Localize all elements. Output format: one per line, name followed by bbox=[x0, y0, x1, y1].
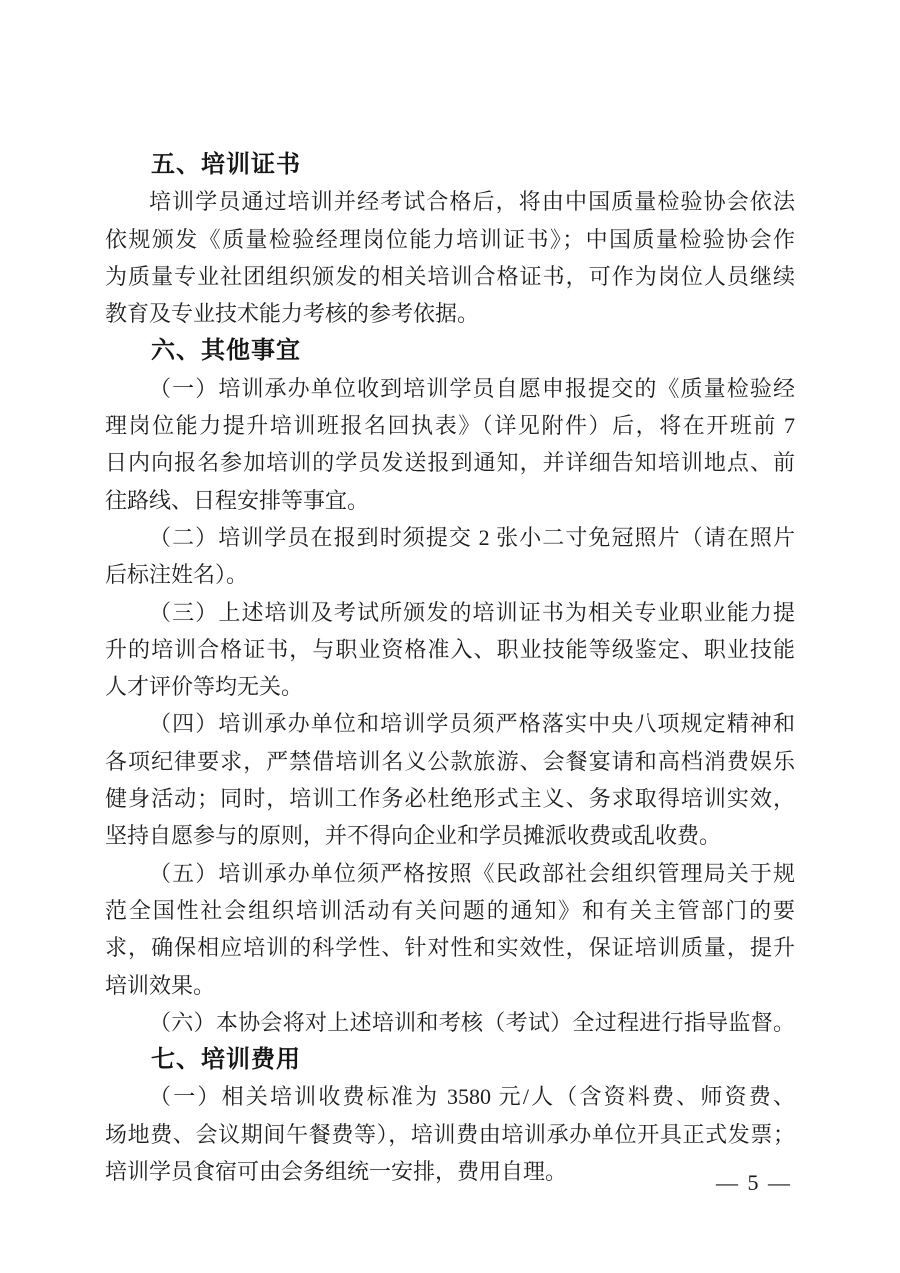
text-line: （五）培训承办单位须严格按照《民政部社会组织管理局关于规 bbox=[149, 860, 795, 886]
text-line: （三）上述培训及考试所颁发的培训证书为相关专业职业能力提 bbox=[149, 599, 795, 625]
text-line: （四）培训承办单位和培训学员须严格落实中央八项规定精神和 bbox=[149, 711, 795, 737]
text-line: 健身活动；同时，培训工作务必杜绝形式主义、务求取得培训实效， bbox=[105, 786, 795, 812]
text-line: （二）培训学员在报到时须提交 2 张小二寸免冠照片（请在照片 bbox=[149, 524, 795, 550]
text-line: 升的培训合格证书，与职业资格准入、职业技能等级鉴定、职业技能 bbox=[105, 636, 795, 662]
text-line: （一）相关培训收费标准为 3580 元/人（含资料费、师资费、 bbox=[149, 1084, 795, 1110]
section-heading-5: 五、培训证书 bbox=[151, 151, 301, 178]
page-number: — 5 — bbox=[716, 1170, 792, 1195]
text-line: 范全国性社会组织培训活动有关问题的通知》和有关主管部门的要 bbox=[105, 897, 795, 923]
text-line: 培训学员通过培训并经考试合格后，将由中国质量检验协会依法 bbox=[149, 189, 795, 215]
text-line: 培训学员食宿可由会务组统一安排，费用自理。 bbox=[105, 1159, 568, 1185]
text-line: 日内向报名参加培训的学员发送报到通知，并详细告知培训地点、前 bbox=[105, 450, 795, 476]
text-line: 场地费、会议期间午餐费等），培训费由培训承办单位开具正式发票； bbox=[105, 1121, 795, 1147]
text-line: 理岗位能力提升培训班报名回执表》（详见附件）后，将在开班前 7 bbox=[105, 413, 795, 439]
text-line: （一）培训承办单位收到培训学员自愿申报提交的《质量检验经 bbox=[149, 375, 795, 401]
text-line: 后标注姓名）。 bbox=[105, 562, 249, 588]
section-heading-7: 七、培训费用 bbox=[151, 1046, 301, 1074]
document-page-body bbox=[105, 146, 795, 1190]
text-line: 为质量专业社团组织颁发的相关培训合格证书，可作为岗位人员继续 bbox=[105, 263, 795, 289]
section-heading-6: 六、其他事宜 bbox=[151, 337, 301, 365]
text-line: 教育及专业技术能力考核的参考依据。 bbox=[105, 301, 480, 327]
text-line: 坚持自愿参与的原则，并不得向企业和学员摊派收费或乱收费。 bbox=[105, 823, 722, 849]
text-line: 往路线、日程安排等事宜。 bbox=[105, 487, 370, 513]
text-line: 人才评价等均无关。 bbox=[105, 674, 304, 700]
text-line: 求，确保相应培训的科学性、针对性和实效性，保证培训质量，提升 bbox=[105, 935, 795, 961]
text-line: 各项纪律要求，严禁借培训名义公款旅游、会餐宴请和高档消费娱乐 bbox=[105, 748, 795, 774]
text-line: 依规颁发《质量检验经理岗位能力培训证书》；中国质量检验协会作 bbox=[105, 226, 795, 252]
text-line: 培训效果。 bbox=[105, 972, 216, 998]
text-line: （六）本协会将对上述培训和考核（考试）全过程进行指导监督。 bbox=[149, 1009, 795, 1035]
